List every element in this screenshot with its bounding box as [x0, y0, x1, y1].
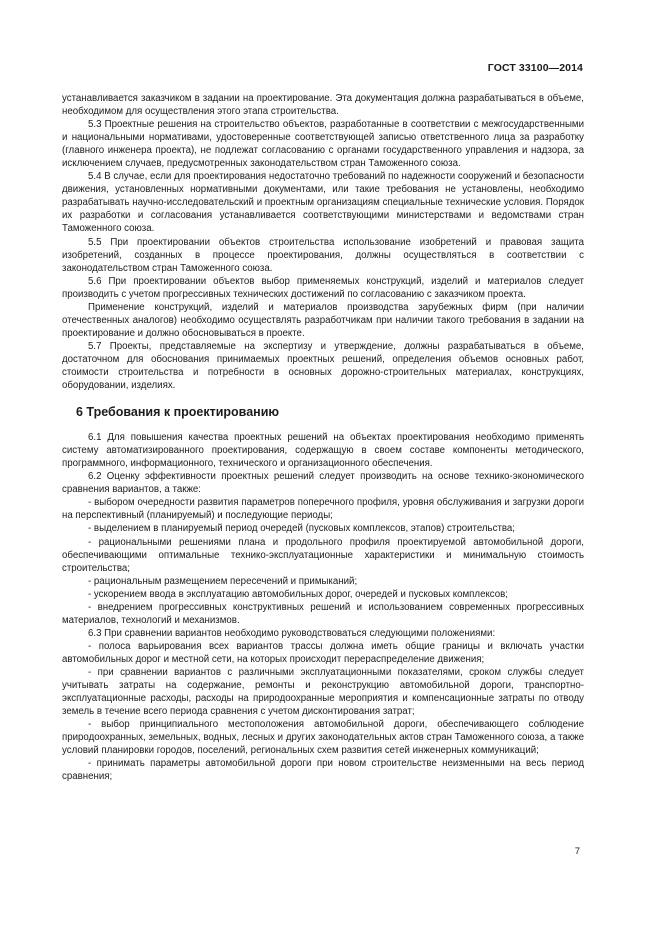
- paragraph: 5.6 При проектировании объектов выбор применяемых конструкций, изделий и материалов следует производить с учетом прогрессивных технических достижений по согласованию с заказчиком проекта.: [62, 275, 584, 300]
- page-body: [62, 92, 584, 783]
- paragraph: 5.3 Проектные решения на строительство объектов, разработанные в соответствии с межгосударственными и национальными нормативами, удостоверенные соответствующей записью ответственного лица за разработку (главного инженера проекта), не подлежат согласованию с органами государственного управления и надзора, за исключением случаев, предусмотренных законодательством стран Таможенного союза.: [62, 119, 584, 170]
- paragraph: Применение конструкций, изделий и материалов производства зарубежных фирм (при наличии отечественных аналогов) необходимо осуществлять разработчикам при наличии такого требования в задании на проектирование и должно обосновываться в проекте.: [62, 301, 584, 339]
- list-item: - внедрением прогрессивных конструктивных решений и использованием современных прогрессивных материалов, технологий и механизмов.: [62, 601, 584, 626]
- paragraph: 5.4 В случае, если для проектирования недостаточно требований по надежности сооружений и безопасности движения, установленных нормативными документами, или такие требования не установлены, необходимо разрабатывать научно-исследовательский и проектным организациям специальные технические условия. Порядок их разработки и согласования устанавливается соответствующими министерствами и ведомствами стран Таможенного союза.: [62, 171, 584, 235]
- list-item: - выделением в планируемый период очередей (пусковых комплексов, этапов) строительства;: [88, 523, 515, 535]
- list-item: - ускорением ввода в эксплуатацию автомобильных дорог, очередей и пусковых комплексов;: [88, 588, 508, 600]
- paragraph: устанавливается заказчиком в задании на проектирование. Эта документация должна разрабатываться в объеме, необходимом для осуществления этого этапа строительства.: [62, 93, 584, 118]
- list-item: - при сравнении вариантов с различными эксплуатационными показателями, сроком службы следует учитывать затраты на содержание, ремонты и реконструкцию автомобильной дороги, транспортно-эксплуатационные расходы, расходы на природоохранные мероприятия и компенсационные затраты по отводу земель в течение всего периода сравнения с учетом дисконтирования затрат;: [62, 666, 584, 718]
- section-heading: 6 Требования к проектированию: [76, 405, 280, 420]
- list-item: - выбором очередности развития параметров поперечного профиля, уровня обслуживания и загрузки дороги на перспективный (планируемый) и последующие периоды;: [62, 497, 584, 522]
- list-item: - рациональным размещением пересечений и примыканий;: [88, 575, 358, 587]
- document-header: ГОСТ 33100—2014: [487, 62, 583, 74]
- paragraph: 5.7 Проекты, представляемые на экспертизу и утверждение, должны разрабатываться в объеме, достаточном для обоснования принимаемых проектных решений, определения объемов основных работ, стоимости строительства и потребности в основных дорожно-строительных материалах, конструкциях, оборудовании, изделиях.: [62, 340, 584, 392]
- paragraph: 6.2 Оценку эффективности проектных решений следует производить на основе технико-экономического сравнения вариантов, а также:: [62, 471, 584, 496]
- list-item: - принимать параметры автомобильной дороги при новом строительстве неизменными на весь период сравнения;: [62, 758, 584, 783]
- paragraph: 6.3 При сравнении вариантов необходимо руководствоваться следующими положениями:: [88, 627, 496, 639]
- page-number: 7: [574, 846, 580, 857]
- paragraph: 5.5 При проектировании объектов строительства использование изобретений и правовая защита изобретений, созданных в процессе проектирования, должны осуществляться в соответствии с законодательством стран Таможенного союза.: [62, 236, 584, 274]
- list-item: - рациональными решениями плана и продольного профиля проектируемой автомобильной дороги, обеспечивающими оптимальные технико-эксплуатационные характеристики и минимальную стоимость строительства;: [62, 536, 584, 574]
- list-item: - выбор принципиального местоположения автомобильной дороги, обеспечивающего соблюдение природоохранных, земельных, водных, лесных и других законодательных актов стран Таможенного союза, а также условий планировки городов, поселений, региональных схем развития сетей инженерных коммуникаций;: [62, 719, 584, 757]
- list-item: - полоса варьирования всех вариантов трассы должна иметь общие границы и включать участки автомобильных дорог и местной сети, на которых происходит перераспределение движения;: [62, 640, 584, 665]
- paragraph: 6.1 Для повышения качества проектных решений на объектах проектирования необходимо применять систему автоматизированного проектирования, содержащую в своем составе компоненты методического, программного, информационного, технического и организационного обеспечения.: [62, 432, 584, 470]
